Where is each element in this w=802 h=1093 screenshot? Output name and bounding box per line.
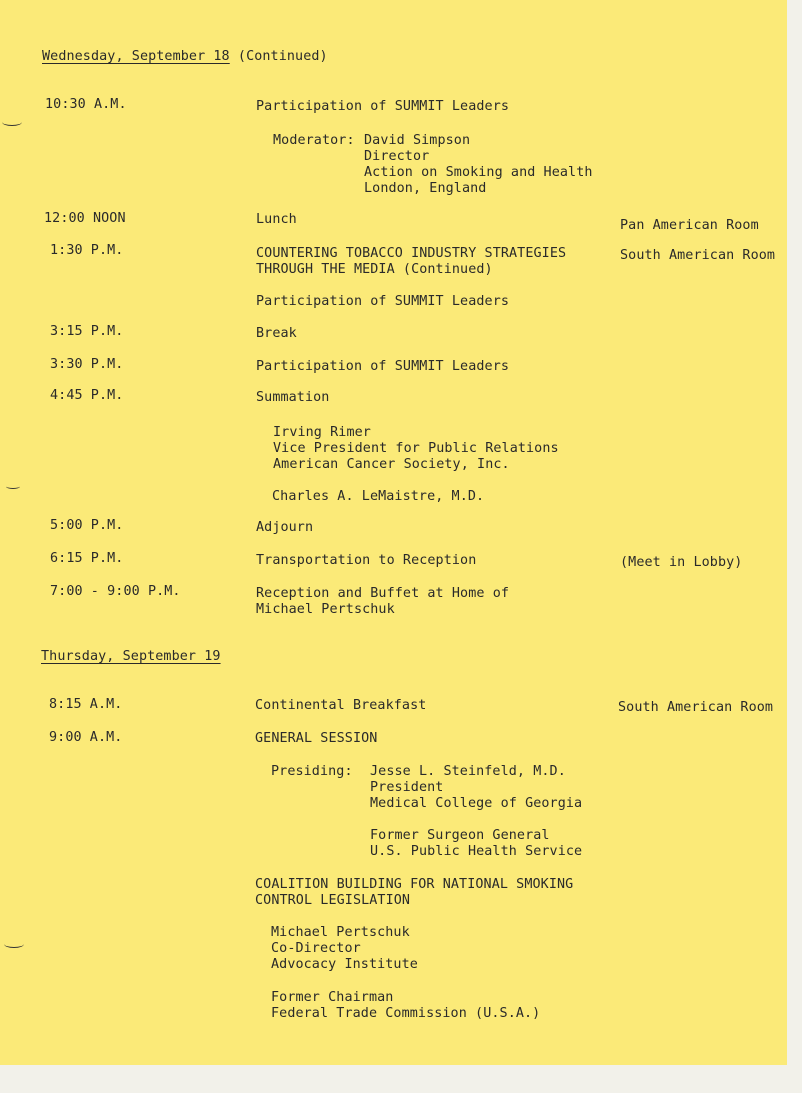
- event-transportation: Transportation to Reception: [256, 553, 477, 568]
- day1-header: Wednesday, September 18: [42, 49, 230, 64]
- time-130: 1:30 P.M.: [50, 243, 124, 258]
- time-315: 3:15 P.M.: [50, 324, 124, 339]
- session-title: COALITION BUILDING FOR NATIONAL SMOKING CONTROL LEGISLATION: [255, 877, 574, 908]
- time-500: 5:00 P.M.: [50, 518, 124, 533]
- punch-mark-middle: [6, 484, 20, 489]
- event-breakfast: Continental Breakfast: [255, 698, 427, 713]
- place-transportation: (Meet in Lobby): [620, 555, 743, 570]
- event-countering: COUNTERING TOBACCO INDUSTRY STRATEGIES THROUGH THE MEDIA (Continued): [256, 246, 567, 277]
- presiding-details-2: Former Surgeon General U.S. Public Health Service: [370, 828, 583, 859]
- event-break: Break: [256, 326, 297, 341]
- event-general-session: GENERAL SESSION: [255, 731, 378, 746]
- place-breakfast: South American Room: [618, 700, 774, 715]
- event-participation-2: Participation of SUMMIT Leaders: [256, 294, 510, 309]
- presiding-label: Presiding:: [271, 764, 353, 779]
- time-445: 4:45 P.M.: [50, 388, 124, 403]
- place-countering: South American Room: [620, 248, 776, 263]
- event-summation: Summation: [256, 390, 330, 405]
- event-1030: Participation of SUMMIT Leaders: [256, 99, 510, 114]
- day1-header-line: [42, 49, 328, 65]
- time-1030: 10:30 A.M.: [45, 97, 127, 112]
- punch-mark-top: [2, 118, 22, 126]
- moderator-details: David Simpson Director Action on Smoking and Health London, England: [364, 133, 593, 196]
- time-330: 3:30 P.M.: [50, 357, 124, 372]
- day1-header-suffix: (Continued): [237, 49, 328, 64]
- event-reception: Reception and Buffet at Home of Michael Pertschuk: [256, 586, 510, 617]
- speaker-details: Michael Pertschuk Co-Director Advocacy Institute: [271, 925, 418, 972]
- presiding-details: Jesse L. Steinfeld, M.D. President Medical College of Georgia: [370, 764, 583, 811]
- time-815: 8:15 A.M.: [49, 697, 123, 712]
- summation-speaker-2: Charles A. LeMaistre, M.D.: [272, 489, 485, 504]
- time-700: 7:00 - 9:00 P.M.: [50, 584, 181, 599]
- punch-mark-bottom: [4, 940, 24, 948]
- place-lunch: Pan American Room: [620, 218, 759, 233]
- time-615: 6:15 P.M.: [50, 551, 124, 566]
- event-participation-3: Participation of SUMMIT Leaders: [256, 359, 510, 374]
- summation-speaker-1: Irving Rimer Vice President for Public Relations American Cancer Society, Inc.: [273, 425, 559, 472]
- event-adjourn: Adjourn: [256, 520, 314, 535]
- event-lunch: Lunch: [256, 212, 297, 227]
- time-900: 9:00 A.M.: [49, 730, 123, 745]
- speaker-details-2: Former Chairman Federal Trade Commission (U.S.A.): [271, 990, 541, 1021]
- moderator-label: Moderator:: [273, 133, 355, 148]
- day2-header: Thursday, September 19: [41, 649, 221, 664]
- time-1200: 12:00 NOON: [44, 211, 126, 226]
